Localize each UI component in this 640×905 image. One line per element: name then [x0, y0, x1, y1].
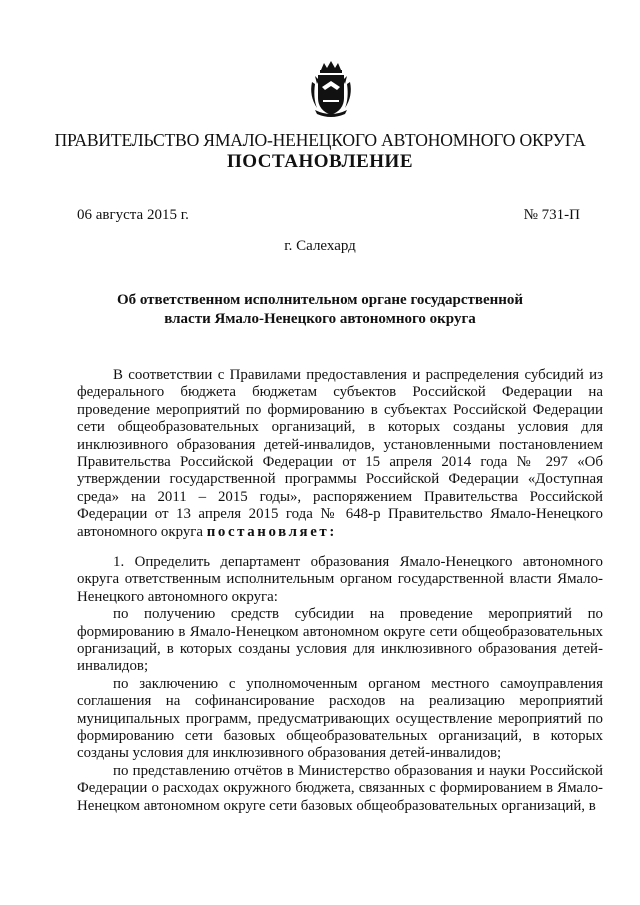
document-date: 06 августа 2015 г. — [77, 207, 189, 223]
subject-line-1: Об ответственном исполнительном органе государственной — [116, 292, 524, 308]
document-type-heading: ПОСТАНОВЛЕНИЕ — [226, 151, 414, 172]
clause-1-item-1: по получению средств субсидии на проведение мероприятий по формированию в Ямало-Ненецком автономном округе сети общеобразовательных организаций, в которых созданы условия для инклюзивного образования детей-инвалидов; — [77, 606, 603, 675]
preamble-paragraph — [77, 367, 603, 541]
document-subject — [0, 291, 640, 329]
clause-1-item-3: по представлению отчётов в Министерство образования и науки Российской Федерации о расходах окружного бюджета, связанных с формированием в Ямало-Ненецком автономном округе сети базовых общеобразовательных организаций, в — [77, 762, 603, 814]
clause-1-item-2: по заключению с уполномоченным органом местного самоуправления соглашения на софинансирование расходов на реализацию мероприятий муниципальных программ, предусматривающих осуществление мероприятий по формированию сети базовых общеобразовательных организаций, в которых созданы условия для инклюзивного образования детей-инвалидов; — [77, 675, 603, 762]
document-city: г. Салехард — [284, 238, 356, 254]
clause-1-block — [77, 554, 603, 815]
resolves-word: постановляет: — [206, 523, 337, 540]
preamble-text: В соответствии с Правилами предоставления и распределения субсидий из федерального бюджета бюджетам субъектов Российской Федерации на проведение мероприятий по формированию в субъектах Российской Федерации сети общеобразовательных организаций, в которых созданы условия для инклюзивного образования детей-инвалидов, установленными постановлением Правительства Российской Федерации от 15 апреля 2014 года № 297 «Об утверждении государственной программы Российской Федерации «Доступная среда» на 2011 – 2015 годы», распоряжением Правительства Российской Федерации от 13 апреля 2015 года № 648-р Правительство Ямало-Ненецкого автономного округа — [77, 367, 603, 540]
government-title: ПРАВИТЕЛЬСТВО ЯМАЛО-НЕНЕЦКОГО АВТОНОМНОГО ОКРУГА — [54, 130, 586, 150]
document-number: № 731-П — [523, 207, 580, 223]
subject-line-2: власти Ямало-Ненецкого автономного округа — [164, 311, 476, 327]
preamble-block — [77, 367, 603, 541]
coat-of-arms-emblem — [309, 60, 353, 118]
clause-1-intro: 1. Определить департамент образования Ямало-Ненецкого автономного округа ответственным исполнительным органом государственной власти Ямало-Ненецкого автономного округа: — [77, 554, 603, 605]
